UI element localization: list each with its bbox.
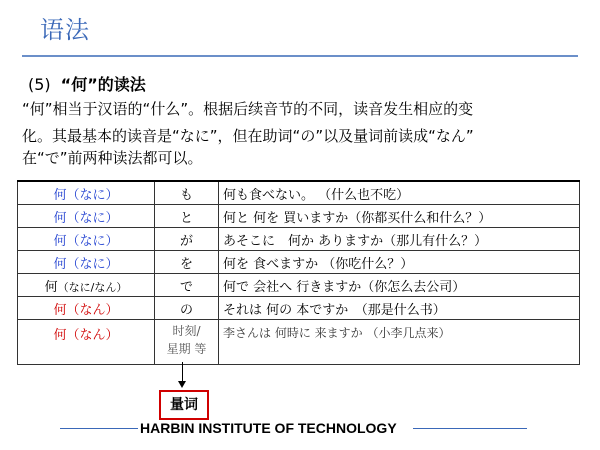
arrow-down-icon [178, 381, 186, 388]
title-divider [22, 55, 578, 57]
example-cell: あそこに 何か ありますか（那儿有什么？） [219, 228, 580, 251]
example-cell: 何も食べない。 （什么也不吃） [219, 181, 580, 205]
measure-word-label: 量词 [159, 390, 209, 420]
reading-cell: 何（なに） [18, 228, 155, 251]
example-cell: 李さんは 何時に 来ますか （小李几点来） [219, 320, 580, 365]
particle-cell: の [155, 297, 219, 320]
footer-rule-left [60, 428, 138, 429]
table-row [18, 251, 580, 274]
slide-title: 语法 [40, 16, 90, 44]
explanation-paragraph [22, 96, 582, 150]
reading-cell: 何（なん） [18, 297, 155, 320]
example-cell: 何と 何を 買いますか（你都买什么和什么？） [219, 205, 580, 228]
footer-rule-right [413, 428, 527, 429]
particle-cell: が [155, 228, 219, 251]
reading-cell: 何（なに） [18, 251, 155, 274]
paragraph-line-2: 化。其最基本的读音是“なに”，但在助词“の”以及量词前读成“なん” [22, 127, 474, 145]
particle-cell [155, 320, 219, 365]
reading-cell: 何（なん） [18, 320, 155, 365]
reading-cell: 何（なに） [18, 181, 155, 205]
table-row [18, 181, 580, 205]
section-number: (5) [28, 75, 51, 94]
example-cell: それは 何の 本ですか （那是什么书） [219, 297, 580, 320]
particle-line-2: 星期 等 [166, 342, 207, 356]
table-row [18, 274, 580, 297]
example-cell: 何を 食べますか （你吃什么？） [219, 251, 580, 274]
paragraph-line-3: 在“で”前两种读法都可以。 [22, 149, 203, 167]
particle-cell: も [155, 181, 219, 205]
reading-cell: 何（なに） [18, 205, 155, 228]
particle-line-1: 时刻/ [172, 324, 201, 338]
section-title: “何”的读法 [60, 75, 146, 94]
paragraph-line-1: “何”相当于汉语的“什么”。根据后续音节的不同，读音发生相应的变 [22, 100, 474, 118]
table-row [18, 297, 580, 320]
table-row [18, 320, 580, 365]
reading-table [17, 180, 580, 365]
section-heading [28, 72, 146, 95]
table-row [18, 205, 580, 228]
reading-cell [18, 274, 155, 297]
example-cell: 何で 会社へ 行きますか（你怎么去公司） [219, 274, 580, 297]
reading-sub: （なに/なん） [57, 280, 128, 294]
footer-text: HARBIN INSTITUTE OF TECHNOLOGY [140, 420, 397, 436]
reading-char: 何 [44, 279, 58, 295]
particle-cell: で [155, 274, 219, 297]
particle-cell: と [155, 205, 219, 228]
particle-cell: を [155, 251, 219, 274]
table-row [18, 228, 580, 251]
